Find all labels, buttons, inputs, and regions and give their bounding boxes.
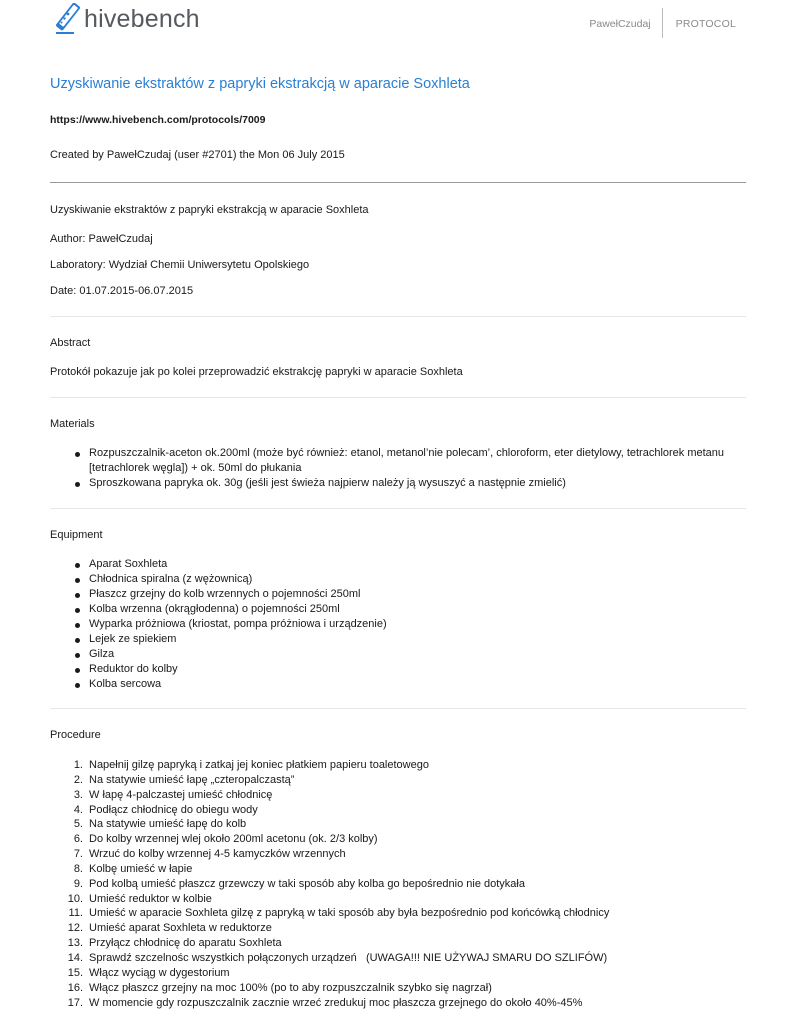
hivebench-logo[interactable] — [52, 0, 200, 38]
procedure-step: 13. Przyłącz chłodnicę do aparatu Soxhleta — [67, 937, 282, 950]
created-by-line: Created by PawełCzudaj (user #2701) the Mon 06 July 2015 — [50, 149, 345, 161]
section-divider — [50, 708, 746, 709]
section-divider — [50, 508, 746, 509]
laboratory-line: Laboratory: Wydział Chemii Uniwersytetu Opolskiego — [50, 259, 310, 271]
procedure-heading: Procedure — [50, 729, 101, 741]
date-line: Date: 01.07.2015-06.07.2015 — [50, 285, 194, 297]
user-link[interactable]: PawełCzudaj — [589, 18, 651, 30]
protocol-label[interactable]: PROTOCOL — [675, 18, 736, 30]
procedure-step: 5. Na statywie umieść łapę do kolb — [73, 818, 247, 831]
section-divider — [50, 316, 746, 317]
procedure-step: 14. Sprawdź szczelnośc wszystkich połączonych urządzeń (UWAGA!!! NIE UŻYWAJ SMARU DO SZLIFÓW) — [67, 951, 608, 964]
procedure-step: 1. Napełnij gilzę papryką i zatkaj jej koniec płatkiem papieru toaletowego — [73, 759, 429, 771]
procedure-step: 2. Na statywie umieść łapę „czteropalczastą” — [73, 773, 295, 786]
procedure-step: 8. Kolbę umieść w łapie — [73, 862, 193, 875]
protocol-title: Uzyskiwanie ekstraktów z papryki ekstrakcją w aparacie Soxhleta — [50, 76, 470, 92]
procedure-step: 16. Włącz płaszcz grzejny na moc 100% (po to aby rozpuszczalnik szybko się nagrzał) — [67, 981, 492, 994]
author-line: Author: PawełCzudaj — [50, 233, 153, 245]
procedure-step: 6. Do kolby wrzennej wlej około 200ml acetonu (ok. 2/3 kolby) — [73, 833, 378, 846]
procedure-step: 4. Podłącz chłodnicę do obiegu wody — [73, 803, 258, 816]
procedure-list — [50, 758, 740, 1010]
page-header — [0, 0, 791, 40]
list-item: Gilza — [50, 647, 740, 662]
list-item: Lejek ze spiekiem — [50, 632, 740, 647]
list-item: Rozpuszczalnik-aceton ok.200ml (może być również: etanol, metanol’nie polecam’, chloroform, eter dietylowy, tetrachlorek metanu [tetrachlorek węgla]) + ok. 50ml do płukania — [50, 446, 740, 476]
logo-text: hivebench — [84, 5, 200, 33]
procedure-step: 11. Umieść w aparacie Soxhleta gilzę z papryką w taki sposób aby była bezpośrednio pod końcówką chłodnicy — [68, 907, 610, 920]
abstract-text: Protokół pokazuje jak po kolei przeprowadzić ekstrakcję papryki w aparacie Soxhleta — [50, 366, 463, 378]
protocol-name: Uzyskiwanie ekstraktów z papryki ekstrakcją w aparacie Soxhleta — [50, 204, 369, 216]
header-nav — [589, 10, 736, 38]
list-item: Chłodnica spiralna (z wężownicą) — [50, 572, 740, 587]
pen-logo-icon — [52, 3, 80, 35]
materials-heading: Materials — [50, 418, 95, 430]
list-item: Płaszcz grzejny do kolb wrzennych o pojemności 250ml — [50, 587, 740, 602]
list-item: Reduktor do kolby — [50, 662, 740, 677]
list-item: Kolba wrzenna (okrągłodenna) o pojemności 250ml — [50, 602, 740, 617]
materials-list — [50, 446, 740, 491]
protocol-url[interactable]: https://www.hivebench.com/protocols/7009 — [50, 114, 266, 126]
list-item: Aparat Soxhleta — [50, 557, 740, 572]
list-item: Wyparka próżniowa (kriostat, pompa próżniowa i urządzenie) — [50, 617, 740, 632]
abstract-heading: Abstract — [50, 337, 91, 349]
procedure-step: 7. Wrzuć do kolby wrzennej 4-5 kamyczków wrzennych — [73, 848, 346, 861]
procedure-step: 17. W momencie gdy rozpuszczalnik zacznie wrzeć zredukuj moc płaszcza grzejnego do około 40%-45% — [67, 996, 583, 1009]
procedure-step: 15. Włącz wyciąg w dygestorium — [67, 966, 230, 979]
procedure-step: 10. Umieść reduktor w kolbie — [67, 892, 212, 905]
list-item: Kolba sercowa — [50, 677, 740, 692]
section-divider — [50, 397, 746, 398]
procedure-step: 3. W łapę 4-palczastej umieść chłodnicę — [73, 788, 273, 801]
equipment-heading: Equipment — [50, 529, 103, 541]
procedure-step: 9. Pod kolbą umieść płaszcz grzewczy w taki sposób aby kolba go bepośrednio nie dotykała — [73, 877, 525, 890]
list-item: Sproszkowana papryka ok. 30g (jeśli jest świeża najpierw należy ją wysuszyć a następnie zmielić) — [50, 476, 740, 491]
procedure-step: 12. Umieść aparat Soxhleta w reduktorze — [67, 922, 272, 935]
equipment-list — [50, 557, 740, 692]
header-divider-rule — [50, 182, 746, 183]
